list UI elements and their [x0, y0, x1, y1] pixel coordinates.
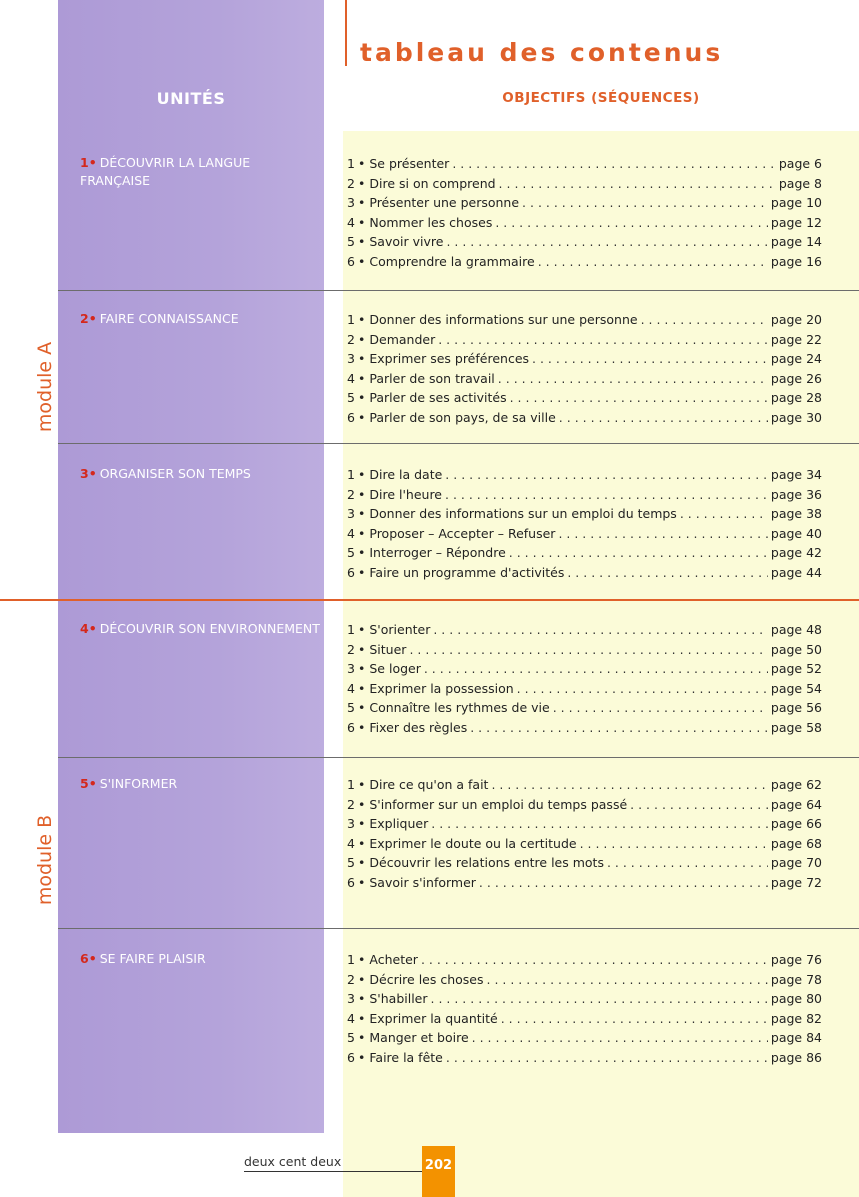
- page-title: tableau des contenus: [360, 38, 724, 67]
- sequence-bullet: •: [358, 680, 366, 696]
- sequence-row: [347, 310, 822, 330]
- sequence-text: Savoir vivre: [369, 234, 444, 249]
- sequence-number: 5: [347, 545, 355, 560]
- sequence-bullet: •: [358, 700, 366, 715]
- leader-dots: [509, 543, 768, 563]
- sequence-list: [347, 620, 822, 737]
- sequence-page: page 56: [770, 700, 822, 715]
- unit-number: 6•: [80, 951, 97, 966]
- sequence-text: Nommer les choses: [369, 214, 493, 230]
- units-column-header: UNITÉS: [156, 89, 226, 108]
- sequence-page: page 24: [770, 351, 822, 366]
- sequence-row: [347, 349, 822, 369]
- sequence-bullet: •: [358, 545, 366, 560]
- sequence-text: Se loger: [369, 661, 421, 676]
- footer-page-text: deux cent deux: [244, 1154, 342, 1169]
- sequence-row: [347, 330, 822, 350]
- module-b-label: module B: [34, 814, 56, 906]
- sequence-row: [347, 408, 822, 428]
- leader-dots: [472, 1028, 768, 1048]
- sequence-row: [347, 853, 822, 873]
- sequence-number: 5: [347, 234, 355, 249]
- sequence-bullet: •: [358, 351, 366, 366]
- sequence-text: Parler de son travail: [369, 370, 495, 386]
- sequence-number: 1: [347, 467, 355, 482]
- sequence-row: [347, 620, 822, 640]
- sequence-page: page 68: [770, 835, 822, 851]
- sequence-number: 5: [347, 855, 355, 870]
- sequence-bullet: •: [358, 816, 366, 831]
- sequence-row: [347, 950, 822, 970]
- sequence-page: page 66: [770, 816, 822, 831]
- sequence-text: Dire si on comprend: [369, 175, 496, 191]
- unit-title-text: FAIRE CONNAISSANCE: [99, 311, 239, 326]
- leader-dots: [680, 504, 768, 524]
- unit-title: [80, 465, 320, 483]
- sequence-text: Décrire les choses: [369, 971, 484, 987]
- sequence-bullet: •: [358, 506, 366, 521]
- sequence-row: [347, 1048, 822, 1068]
- sequence-text: Exprimer la quantité: [369, 1010, 498, 1026]
- sequence-page: page 12: [770, 214, 822, 230]
- unit-divider: [58, 443, 859, 444]
- leader-dots: [438, 330, 768, 350]
- sequence-number: 4: [347, 835, 355, 851]
- sequence-page: page 86: [770, 1049, 822, 1065]
- sequence-text: Acheter: [369, 952, 418, 967]
- sequence-text: Proposer – Accepter – Refuser: [369, 525, 556, 541]
- unit-number: 4•: [80, 621, 97, 636]
- sequence-text: Fixer des règles: [369, 719, 468, 735]
- sequence-page: page 34: [770, 467, 822, 482]
- sequence-number: 1: [347, 622, 355, 637]
- sequence-row: [347, 1009, 822, 1029]
- leader-dots: [470, 718, 768, 738]
- sequence-bullet: •: [358, 1049, 366, 1065]
- unit-title-text: DÉCOUVRIR LA LANGUE FRANÇAISE: [80, 155, 251, 188]
- sequence-page: page 70: [770, 855, 822, 870]
- sequence-text: Expliquer: [369, 816, 429, 831]
- leader-dots: [446, 232, 767, 252]
- sequence-text: Dire la date: [369, 467, 443, 482]
- sequence-text: Présenter une personne: [369, 195, 520, 210]
- sequence-number: 6: [347, 874, 355, 890]
- sequence-text: S'informer sur un emploi du temps passé: [369, 796, 628, 812]
- unit-divider: [58, 757, 859, 758]
- sequence-page: page 16: [770, 253, 822, 269]
- sequence-row: [347, 718, 822, 738]
- sequence-number: 5: [347, 1030, 355, 1045]
- sequence-number: 4: [347, 214, 355, 230]
- sequence-number: 2: [347, 486, 355, 502]
- leader-dots: [501, 1009, 768, 1029]
- sequence-row: [347, 524, 822, 544]
- leader-dots: [446, 1048, 768, 1068]
- sequence-number: 3: [347, 506, 355, 521]
- sequence-row: [347, 970, 822, 990]
- leader-dots: [517, 679, 768, 699]
- sequence-number: 2: [347, 175, 355, 191]
- sequence-page: page 52: [770, 661, 822, 676]
- sequence-row: [347, 504, 822, 524]
- sequence-bullet: •: [358, 874, 366, 890]
- unit-divider: [58, 290, 859, 291]
- leader-dots: [424, 659, 768, 679]
- sequence-number: 3: [347, 195, 355, 210]
- leader-dots: [445, 465, 768, 485]
- sequence-text: S'orienter: [369, 622, 431, 637]
- sequence-page: page 22: [770, 331, 822, 347]
- sequence-page: page 36: [770, 486, 822, 502]
- sequence-bullet: •: [358, 777, 366, 792]
- sequence-row: [347, 252, 822, 272]
- sequence-list: [347, 154, 822, 271]
- sequence-list: [347, 775, 822, 892]
- leader-dots: [498, 369, 768, 389]
- sequence-row: [347, 154, 822, 174]
- sequence-text: Exprimer la possession: [369, 680, 514, 696]
- sequence-row: [347, 775, 822, 795]
- sequence-number: 3: [347, 991, 355, 1006]
- sequence-row: [347, 543, 822, 563]
- sequence-bullet: •: [358, 214, 366, 230]
- sequence-text: Interroger – Répondre: [369, 545, 506, 560]
- sequence-page: page 84: [770, 1030, 822, 1045]
- sequence-row: [347, 814, 822, 834]
- sequence-page: page 38: [770, 506, 822, 521]
- objectives-column-header: OBJECTIFS (SÉQUENCES): [502, 90, 700, 106]
- sequence-text: S'habiller: [369, 991, 428, 1006]
- unit-title-text: SE FAIRE PLAISIR: [99, 951, 206, 966]
- sequence-text: Exprimer le doute ou la certitude: [369, 835, 577, 851]
- sequence-text: Faire un programme d'activités: [369, 564, 565, 580]
- sequence-number: 4: [347, 680, 355, 696]
- sequence-text: Demander: [369, 331, 436, 347]
- sequence-bullet: •: [358, 486, 366, 502]
- sequence-row: [347, 485, 822, 505]
- sequence-row: [347, 388, 822, 408]
- unit-title: [80, 620, 320, 638]
- leader-dots: [510, 388, 768, 408]
- sequence-bullet: •: [358, 409, 366, 425]
- sequence-bullet: •: [358, 564, 366, 580]
- unit-number: 3•: [80, 466, 97, 481]
- unit-title-text: DÉCOUVRIR SON ENVIRONNEMENT: [99, 621, 320, 636]
- leader-dots: [431, 814, 768, 834]
- sequence-page: page 28: [770, 390, 822, 405]
- sequence-bullet: •: [358, 835, 366, 851]
- sequence-text: Parler de ses activités: [369, 390, 507, 405]
- sequence-text: Exprimer ses préférences: [369, 351, 530, 366]
- sequence-bullet: •: [358, 175, 366, 191]
- sequence-number: 5: [347, 700, 355, 715]
- sequence-number: 4: [347, 525, 355, 541]
- sequence-bullet: •: [358, 719, 366, 735]
- leader-dots: [495, 213, 768, 233]
- sequence-page: page 42: [770, 545, 822, 560]
- unit-title: [80, 154, 320, 190]
- sequence-page: page 20: [770, 312, 822, 327]
- sequence-list: [347, 310, 822, 427]
- sequence-bullet: •: [358, 1030, 366, 1045]
- leader-dots: [559, 408, 768, 428]
- sequence-number: 3: [347, 351, 355, 366]
- sequence-row: [347, 213, 822, 233]
- unit-divider: [58, 928, 859, 929]
- sequence-bullet: •: [358, 622, 366, 637]
- module-a-label: module A: [34, 341, 56, 433]
- leader-dots: [630, 795, 768, 815]
- title-rule: [345, 0, 347, 66]
- sequence-number: 1: [347, 156, 355, 171]
- sequence-page: page 26: [770, 370, 822, 386]
- sequence-row: [347, 834, 822, 854]
- sequence-bullet: •: [358, 971, 366, 987]
- sequence-row: [347, 659, 822, 679]
- sequence-number: 4: [347, 1010, 355, 1026]
- sequence-row: [347, 679, 822, 699]
- leader-dots: [538, 252, 768, 272]
- sequence-text: Manger et boire: [369, 1030, 469, 1045]
- sequence-row: [347, 465, 822, 485]
- sequence-text: Connaître les rythmes de vie: [369, 700, 550, 715]
- sequence-number: 6: [347, 719, 355, 735]
- leader-dots: [532, 349, 768, 369]
- sequence-row: [347, 1028, 822, 1048]
- sequence-bullet: •: [358, 467, 366, 482]
- sequence-text: Parler de son pays, de sa ville: [369, 409, 556, 425]
- leader-dots: [433, 620, 768, 640]
- sequence-row: [347, 563, 822, 583]
- sequence-text: Dire ce qu'on a fait: [369, 777, 489, 792]
- sequence-bullet: •: [358, 641, 366, 657]
- unit-title-text: ORGANISER SON TEMPS: [99, 466, 251, 481]
- sequence-page: page 44: [770, 564, 822, 580]
- sequence-bullet: •: [358, 234, 366, 249]
- sequence-page: page 14: [770, 234, 822, 249]
- sequence-number: 1: [347, 952, 355, 967]
- unit-title: [80, 775, 320, 793]
- leader-dots: [479, 873, 768, 893]
- module-divider: [0, 599, 859, 601]
- sequence-bullet: •: [358, 390, 366, 405]
- sequence-row: [347, 873, 822, 893]
- sequence-bullet: •: [358, 253, 366, 269]
- sequence-page: page 54: [770, 680, 822, 696]
- sequence-page: page 40: [770, 525, 822, 541]
- sequence-page: page 80: [770, 991, 822, 1006]
- sequence-page: page 62: [770, 777, 822, 792]
- sequence-text: Donner des informations sur une personne: [369, 312, 638, 327]
- sequence-number: 4: [347, 370, 355, 386]
- sequence-page: page 58: [770, 719, 822, 735]
- sequence-bullet: •: [358, 796, 366, 812]
- footer-rule: [244, 1171, 424, 1172]
- unit-number: 5•: [80, 776, 97, 791]
- sequence-number: 1: [347, 777, 355, 792]
- leader-dots: [580, 834, 768, 854]
- sequence-page: page 76: [770, 952, 822, 967]
- leader-dots: [522, 193, 768, 213]
- unit-title: [80, 950, 320, 968]
- sequence-bullet: •: [358, 855, 366, 870]
- sequence-page: page 50: [770, 641, 822, 657]
- sequence-number: 2: [347, 971, 355, 987]
- sequence-bullet: •: [358, 952, 366, 967]
- sequence-row: [347, 369, 822, 389]
- sequence-number: 5: [347, 390, 355, 405]
- sequence-bullet: •: [358, 525, 366, 541]
- sequence-page: page 78: [770, 971, 822, 987]
- sequence-text: Savoir s'informer: [369, 874, 476, 890]
- sequence-bullet: •: [358, 312, 366, 327]
- sequence-page: page 64: [770, 796, 822, 812]
- sequence-text: Se présenter: [369, 156, 450, 171]
- sequence-bullet: •: [358, 195, 366, 210]
- leader-dots: [567, 563, 768, 583]
- sequence-page: page 82: [770, 1010, 822, 1026]
- sequence-row: [347, 640, 822, 660]
- sequence-number: 6: [347, 253, 355, 269]
- sequence-row: [347, 232, 822, 252]
- sequence-bullet: •: [358, 156, 366, 171]
- sequence-number: 1: [347, 312, 355, 327]
- sequence-page: page 72: [770, 874, 822, 890]
- leader-dots: [452, 154, 776, 174]
- sequence-number: 2: [347, 796, 355, 812]
- sequence-row: [347, 193, 822, 213]
- sequence-text: Faire la fête: [369, 1049, 443, 1065]
- sequence-page: page 30: [770, 409, 822, 425]
- sequence-row: [347, 698, 822, 718]
- sequence-text: Comprendre la grammaire: [369, 253, 535, 269]
- sequence-text: Dire l'heure: [369, 486, 443, 502]
- leader-dots: [553, 698, 768, 718]
- sequence-bullet: •: [358, 991, 366, 1006]
- leader-dots: [491, 775, 767, 795]
- sequence-text: Donner des informations sur un emploi du temps: [369, 506, 677, 521]
- sequence-row: [347, 795, 822, 815]
- sequence-row: [347, 174, 822, 194]
- leader-dots: [409, 640, 767, 660]
- sequence-list: [347, 950, 822, 1067]
- leader-dots: [607, 853, 768, 873]
- sequence-number: 2: [347, 331, 355, 347]
- leader-dots: [445, 485, 768, 505]
- unit-title-text: S'INFORMER: [99, 776, 178, 791]
- page-number: 202: [424, 1158, 453, 1173]
- leader-dots: [499, 174, 776, 194]
- sequence-list: [347, 465, 822, 582]
- sequence-bullet: •: [358, 1010, 366, 1026]
- sequence-bullet: •: [358, 661, 366, 676]
- sequence-bullet: •: [358, 370, 366, 386]
- sequence-number: 6: [347, 564, 355, 580]
- sequence-page: page 10: [770, 195, 822, 210]
- leader-dots: [487, 970, 768, 990]
- sequence-number: 6: [347, 1049, 355, 1065]
- sequence-number: 3: [347, 661, 355, 676]
- sequence-text: Situer: [369, 641, 407, 657]
- leader-dots: [431, 989, 768, 1009]
- leader-dots: [558, 524, 767, 544]
- sequence-number: 6: [347, 409, 355, 425]
- sequence-bullet: •: [358, 331, 366, 347]
- leader-dots: [421, 950, 768, 970]
- sequence-text: Découvrir les relations entre les mots: [369, 855, 604, 870]
- sequence-number: 3: [347, 816, 355, 831]
- sequence-page: page 6: [778, 156, 822, 171]
- sequence-number: 2: [347, 641, 355, 657]
- sequence-page: page 48: [770, 622, 822, 637]
- unit-number: 1•: [80, 155, 97, 170]
- sequence-page: page 8: [778, 175, 822, 191]
- leader-dots: [641, 310, 768, 330]
- unit-number: 2•: [80, 311, 97, 326]
- unit-title: [80, 310, 320, 328]
- sequence-row: [347, 989, 822, 1009]
